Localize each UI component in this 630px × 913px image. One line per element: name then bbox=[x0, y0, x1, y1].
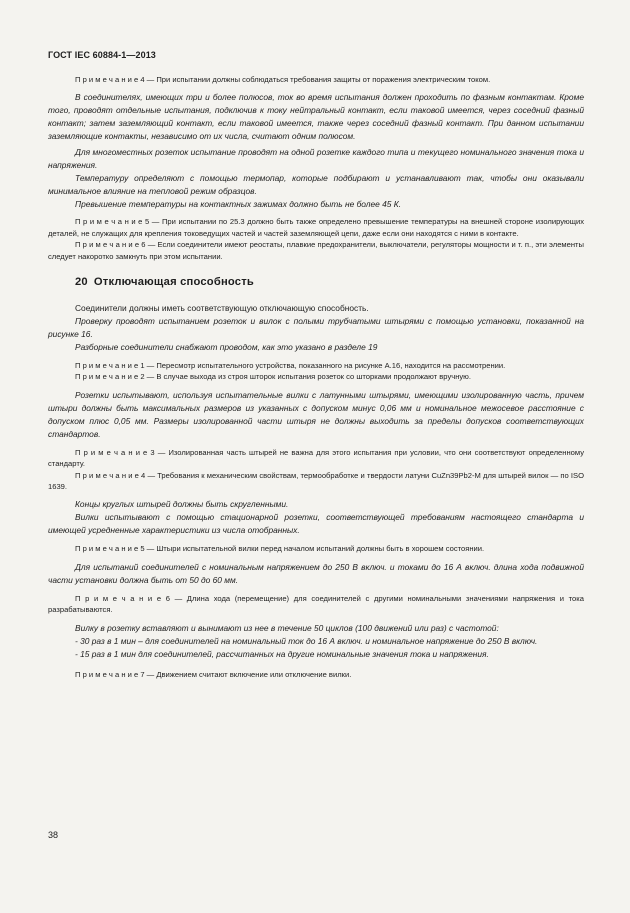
note-text: 1 — Пересмотр испытательного устройства, показанного на рисунке А.16, находится на рассмотрении. bbox=[138, 361, 506, 371]
note-5 bbox=[48, 543, 584, 554]
paragraph: Температуру определяют с помощью термопар, которые подбирают и устанавливают так, чтобы они оказывали минимальное влияние на тепловой режим образцов. bbox=[48, 173, 584, 197]
note-6-top bbox=[48, 239, 584, 262]
paragraph: Проверку проводят испытанием розеток и вилок с полыми трубчатыми штырями с помощью установки, показанной на рисунке 16. bbox=[48, 316, 584, 340]
paragraph: Для многоместных розеток испытание проводят на одной розетке каждого типа и текущего номинального значения тока и напряжения. bbox=[48, 147, 584, 171]
document-header: ГОСТ IEC 60884-1—2013 bbox=[48, 50, 156, 60]
note-text: 5 — Штыри испытательной вилки перед началом испытаний должны быть в хорошем состоянии. bbox=[138, 544, 485, 554]
note-7 bbox=[48, 669, 584, 680]
paragraph: Для испытаний соединителей с номинальным напряжением до 250 В включ. и токами до 16 А включ. длина хода подвижной части установки должна быть от 50 до 60 мм. bbox=[48, 561, 584, 585]
note-label: П р и м е ч а н и е bbox=[75, 240, 140, 250]
note-text: 7 — Движением считают включение или отключение вилки. bbox=[138, 669, 352, 679]
note-label: П р и м е ч а н и е bbox=[75, 669, 139, 679]
note-text: 6 — Длина хода (перемещение) для соединителей с другими номинальными значениями напряжения и тока разрабатываются. bbox=[48, 593, 584, 615]
list-item: - 15 раз в 1 мин для соединителей, рассчитанных на другие номинальные значения тока и напряжения. bbox=[75, 648, 489, 659]
note-text: 4 — Требования к механическим свойствам, термообработке и твердости латуни CuZn39Pb2-M для штырей вилок — по ISO 1639. bbox=[48, 470, 584, 492]
note-label: П р и м е ч а н и е bbox=[75, 470, 139, 480]
paragraph: Вилку в розетку вставляют и вынимают из нее в течение 50 циклов (100 движений или раз) с частотой: bbox=[75, 622, 499, 633]
section-heading bbox=[75, 276, 584, 288]
paragraph: Розетки испытывают, используя испытательные вилки с латунными штырями, имеющими изолированную часть, причем штыри должны быть максимальных размеров из указанных с допуском минус 0,06 мм и номинальное межосевое расстояние с допуском плюс 0,05 мм. Размеры изолированной части штыря не должны выходить за пределы допусков соответствующих стандартов. bbox=[48, 389, 584, 439]
note-label: П р и м е ч а н и е bbox=[75, 544, 139, 554]
paragraph: Концы круглых штырей должны быть скругленными. bbox=[75, 499, 289, 510]
paragraph: Превышение температуры на контактных зажимах должно быть не более 45 К. bbox=[75, 199, 402, 210]
note-1 bbox=[48, 360, 584, 371]
note-label: П р и м е ч а н и е bbox=[75, 593, 162, 603]
paragraph: Разборные соединители снабжают проводом, как это указано в разделе 19 bbox=[75, 342, 378, 353]
section-title: Отключающая способность bbox=[93, 276, 254, 289]
note-text: 2 — В случае выхода из строя шторок испытания розеток со шторками продолжают вручную. bbox=[138, 372, 471, 382]
page-content bbox=[48, 74, 584, 680]
note-text: 4 — При испытании должны соблюдаться требования защиты от поражения электрическим током. bbox=[138, 75, 491, 84]
note-label: П р и м е ч а н и е bbox=[75, 217, 143, 227]
list-item: - 30 раз в 1 мин – для соединителей на номинальный ток до 16 А включ. и номинальное напряжение до 250 В включ. bbox=[75, 635, 538, 646]
note-3 bbox=[48, 447, 584, 470]
note-label: П р и м е ч а н и е bbox=[75, 75, 139, 84]
note-4-top bbox=[48, 74, 584, 85]
page-number: 38 bbox=[48, 830, 59, 840]
note-6 bbox=[48, 593, 584, 616]
note-text: 6 — Если соединители имеют реостаты, плавкие предохранители, выключатели, регуляторы мощности и т. п., эти элементы следует накоротко замкнуть при этом испытании. bbox=[48, 240, 584, 261]
note-label: П р и м е ч а н и е bbox=[75, 447, 148, 457]
paragraph: В соединителях, имеющих три и более полюсов, ток во время испытания должен проходить по фазным контактам. Кроме того, проводят отдельные испытания, подключив к току нейтральный контакт, если таковой имеется, через соседний фазный контакт; затем заземляющий контакт, если таковой имеется, также через соседний фазный контакт. При данном испытании заземляющие контакты, независимо от их числа, считают одним полюсом. bbox=[48, 92, 584, 142]
note-4 bbox=[48, 470, 584, 493]
paragraph: Вилки испытывают с помощью стационарной розетки, соответствующей требованиям настоящего стандарта и имеющей усредненные характеристики из числа отобранных. bbox=[48, 512, 584, 536]
section-number: 20 bbox=[75, 276, 88, 289]
note-2 bbox=[48, 371, 584, 382]
note-label: П р и м е ч а н и е bbox=[75, 372, 139, 382]
section-intro: Соединители должны иметь соответствующую отключающую способность. bbox=[75, 303, 369, 314]
note-text: 3 — Изолированная часть штырей не важна для этого испытания при условии, что они соответствуют определенному стандарту. bbox=[48, 447, 584, 469]
note-label: П р и м е ч а н и е bbox=[75, 361, 139, 371]
note-5-top bbox=[48, 216, 584, 239]
note-text: 5 — При испытании по 25.3 должно быть также определено превышение температуры на внешней стороне изолирующих деталей, не служащих для крепления токоведущих частей и частей заземляющей цепи, даже если они находятся с ними в контакте. bbox=[48, 217, 584, 238]
